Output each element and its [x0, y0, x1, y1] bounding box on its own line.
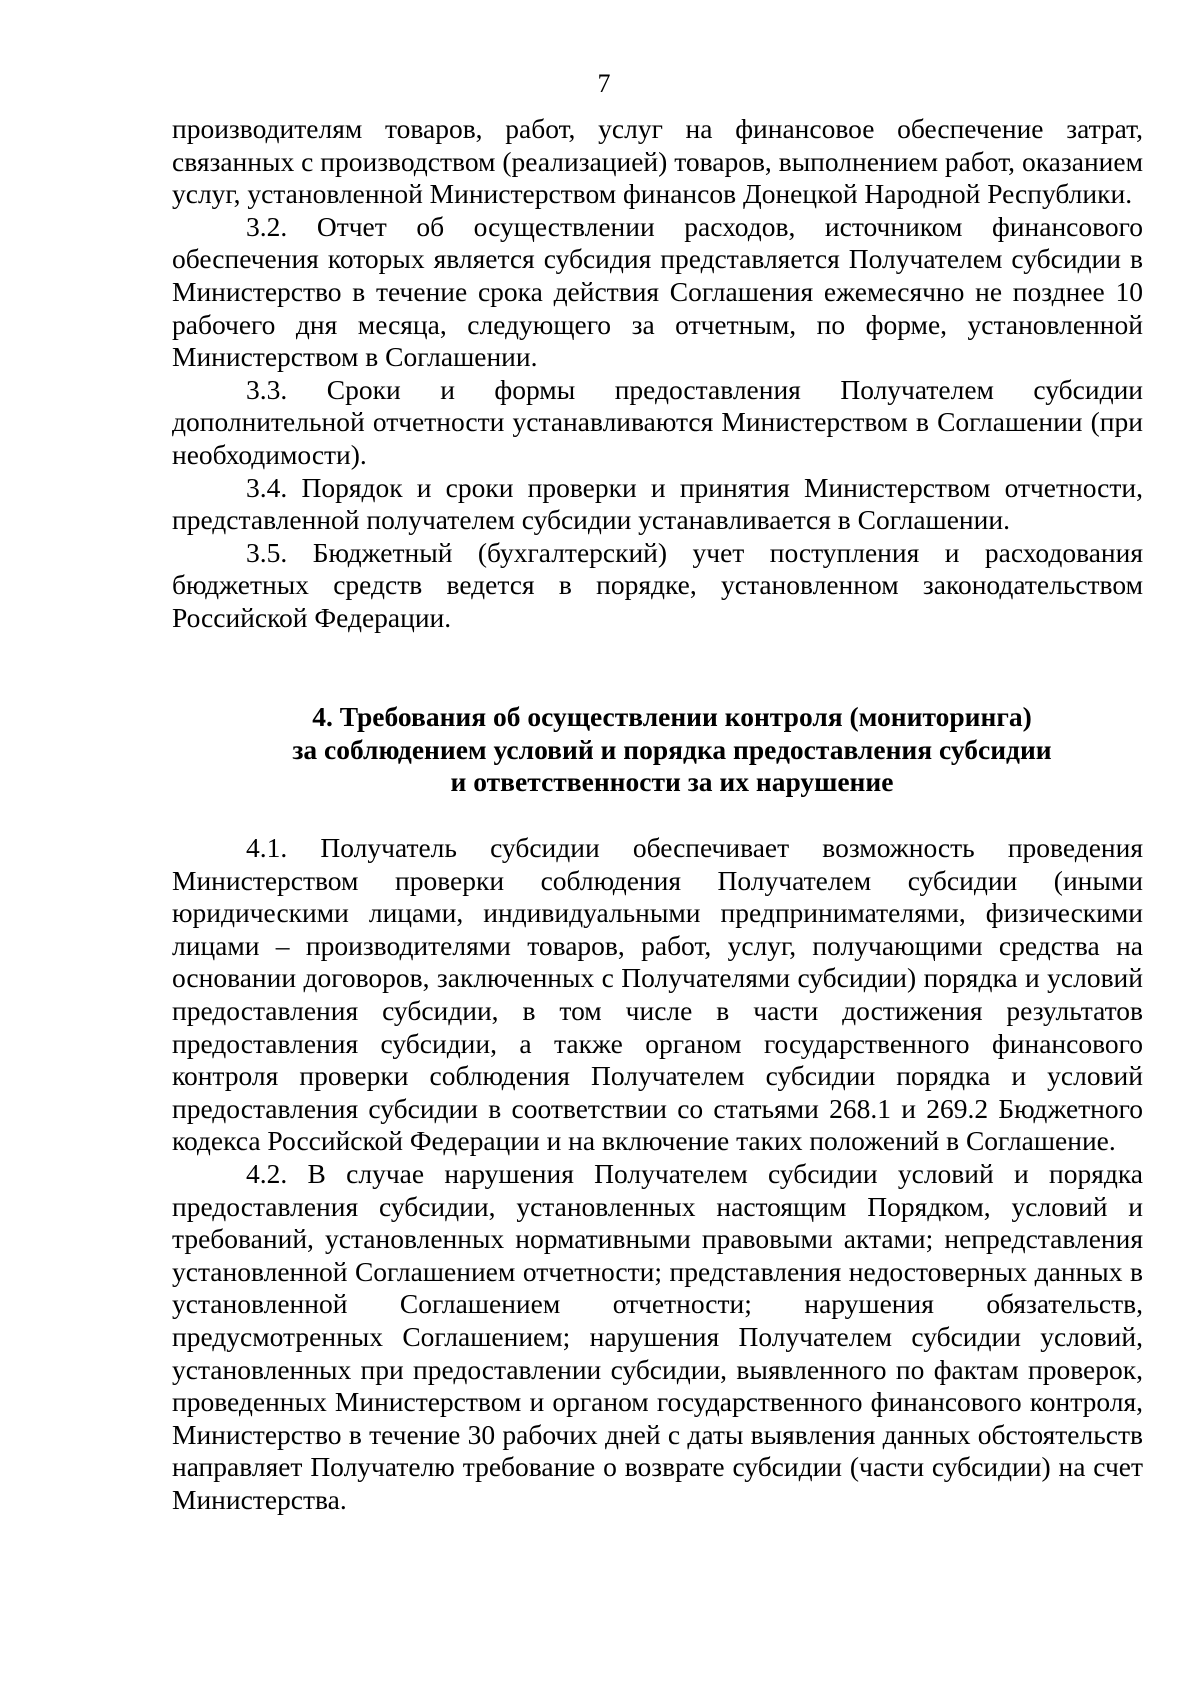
paragraph-text: В случае нарушения Получателем субсидии условий и порядка предоставления субсидии, установленных настоящим Порядком, условий и требований, установленных нормативными правовыми актами; непредставления установленной Соглашением отчетности; представления недостоверных данных в установленной Соглашением отчетности; нарушения обязательств, предусмотренных Соглашением; нарушения Получателем субсидии условий, установленных при предоставлении субсидии, выявленного по фактам проверок, проведенных Министерством и органом государственного финансового контроля, Министерство в течение 30 рабочих дней с даты выявления данных обстоятельств направляет Получателю требование о возврате субсидии (части субсидии) на счет Министерства.	[172, 1157, 1144, 1515]
paragraph-text: Получатель субсидии обеспечивает возможность проведения Министерством проверки соблюдения Получателем субсидии (иными юридическими лицами, индивидуальными предпринимателями, физическими лицами – производителями товаров, работ, услуг, получающими средства на основании договоров, заключенных с Получателями субсидии) порядка и условий предоставления субсидии, в том числе в части достижения результатов предоставления субсидии, а также органом государственного финансового контроля проверки соблюдения Получателем субсидии порядка и условий предоставления субсидии в соответствии со статьями 268.1 и 269.2 Бюджетного кодекса Российской Федерации и на включение таких положений в Соглашение.	[172, 832, 1144, 1157]
paragraph-3-5	[172, 537, 1143, 635]
paragraph-number: 4.2.	[246, 1157, 288, 1189]
paragraph-3-3	[172, 374, 1143, 472]
paragraph-4-2	[172, 1158, 1143, 1517]
paragraph-text: Отчет об осуществлении расходов, источником финансового обеспечения которых является субсидия представляется Получателем субсидии в Министерство в течение срока действия Соглашения ежемесячно не позднее 10 рабочего дня месяца, следующего за отчетным, по форме, установленной Министерством в Соглашении.	[172, 210, 1144, 373]
section-4-heading	[172, 701, 1172, 799]
heading-line: и ответственности за их нарушение	[450, 766, 894, 798]
paragraph-number: 3.3.	[246, 373, 288, 405]
paragraph-number: 3.5.	[246, 536, 288, 568]
paragraph-number: 3.4.	[246, 471, 288, 503]
section-4-body	[172, 832, 1143, 1516]
paragraph-number: 3.2.	[246, 210, 288, 242]
heading-line: за соблюдением условий и порядка предоставления субсидии	[292, 733, 1052, 765]
section-3-continuation	[172, 113, 1143, 635]
paragraph-4-1	[172, 832, 1143, 1158]
paragraph-text: Порядок и сроки проверки и принятия Министерством отчетности, представленной получателем субсидии устанавливается в Соглашении.	[172, 471, 1143, 536]
heading-line: 4. Требования об осуществлении контроля (мониторинга)	[312, 701, 1032, 732]
lead-paragraph: производителям товаров, работ, услуг на финансовое обеспечение затрат, связанных с производством (реализацией) товаров, выполнением работ, оказанием услуг, установленной Министерством финансов Донецкой Народной Республики.	[172, 113, 1143, 210]
paragraph-text: Бюджетный (бухгалтерский) учет поступления и расходования бюджетных средств ведется в порядке, установленном законодательством Российской Федерации.	[172, 536, 1144, 633]
paragraph-number: 4.1.	[246, 832, 288, 863]
page-number: 7	[597, 69, 611, 98]
paragraph-text: Сроки и формы предоставления Получателем субсидии дополнительной отчетности устанавливаются Министерством в Соглашении (при необходимости).	[172, 373, 1144, 470]
paragraph-3-2	[172, 211, 1143, 374]
paragraph-3-4	[172, 472, 1143, 537]
